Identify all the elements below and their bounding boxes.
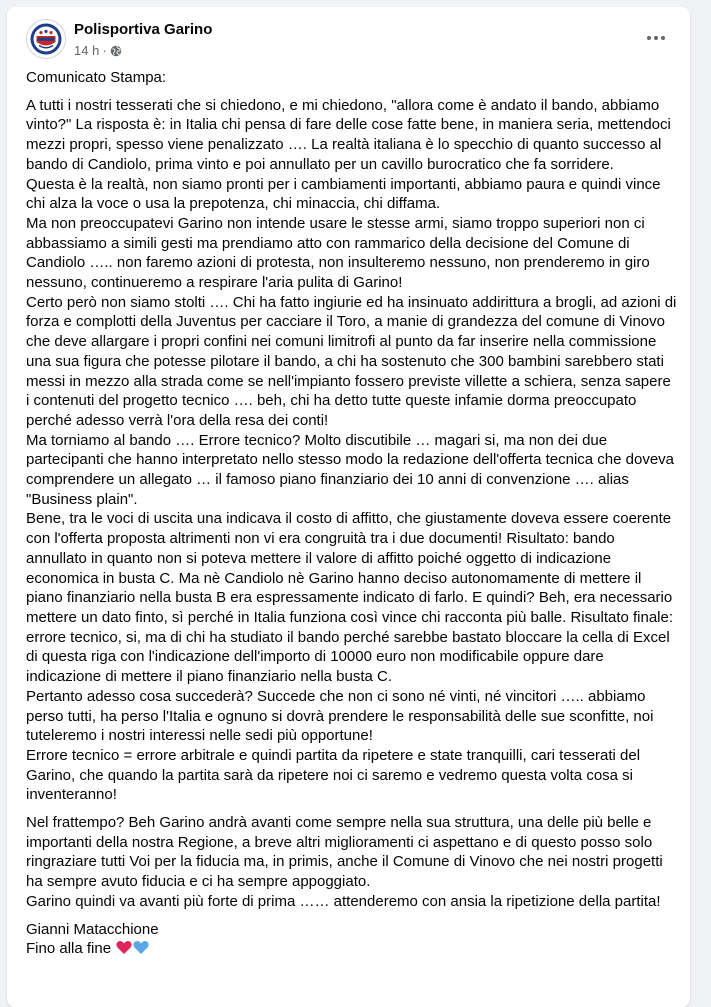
meta-separator: · <box>102 42 107 58</box>
page-avatar[interactable] <box>26 19 66 59</box>
globe-icon[interactable] <box>110 45 122 57</box>
blue-heart-icon <box>133 940 149 955</box>
post-paragraph-main: A tutti i nostri tesserati che si chiedono, e mi chiedono, "allora come è andato il bando, abbiamo vinto?" La risposta è: in Italia chi pensa di fare delle cose fatte bene, in maniera seria, mettendoci mezzi propri, spesso viene penalizzato …. La realtà italiana è lo specchio di quanto successo al bando di Candiolo, prima vinto e poi annullato per un cavillo burocratico che fa sorridere. Questa è la realtà, non siamo pronti per i cambiamenti importanti, abbiamo paura e quindi vince chi alza la voce o usa la prepotenza, chi minaccia, chi diffama. Ma non preoccupatevi Garino non intende usare le stesse armi, siamo troppo superiori non ci abbassiamo a simili gesti ma prendiamo atto con rammarico della decisione del Comune di Candiolo ….. non faremo azioni di protesta, non insulteremo nessuno, non prenderemo in giro nessuno, continueremo a respirare l'aria pulita di Garino! Certo però non siamo stolti …. Chi ha fatto ingiurie ed ha insinuato addirittura a brogli, ad azioni di forza e complotti della Juventus per cacciare il Toro, a manie di grandezza del comune di Vinovo che deve allargare i propri confini nei comuni limitrofi al punto da far inserire nella commissione una sua figura che potesse pilotare il bando, a chi ha sostenuto che 300 bambini sarebbero stati messi in mezzo alla strada come se nell'impianto fossero previste villette a schiera, senza sapere i contenuti del progetto tecnico …. beh, chi ha detto tutte queste infamie dorma preoccupato perché adesso verrà l'ora della resa dei conti! Ma torniamo al bando …. Errore tecnico? Molto discutibile … magari si, ma non dei due partecipanti che hanno interpretato nello stesso modo la redazione dell'offerta tecnica che doveva comprendere un allegato … il famoso piano finanziario dei 10 anni di convenzione …. alias "Business plain". Bene, tra le voci di uscita una indicava il costo di affitto, che giustamente doveva essere coerente con l'offerta proposta altrimenti non vi era congruità tra i due documenti! Risultato: bando annullato in quanto non si poteva mettere il valore di affitto poiché oggetto di indicazione economica in busta C. Ma nè Candiolo nè Garino hanno deciso autonomamente di mettere il piano finanziario nella busta B era espressamente indicato di farlo. E quindi? Beh, era necessario mettere un dato finto, sì perché in Italia funziona così vince chi racconta più balle. Risultato finale: errore tecnico, si, ma di chi ha studiato il bando perché sarebbe bastato bloccare la cella di Excel di questa riga con l'indicazione dell'importo di 10000 euro non modificabile oppure dare indicazione di mettere il piano finanziario nella busta C. Pertanto adesso cosa succederà? Succede che non ci sono né vinti, né vincitori ….. abbiamo perso tutti, ha perso l'Italia e ognuno si dovrà prendere le responsabilità delle sue sconfitte, noi tuteleremo i nostri interessi nelle sedi più opportune! Errore tecnico = errore arbitrale e quindi partita da ripetere e state tranquilli, cari tesserati del Garino, che quando la partita sarà da ripetere noi ci saremo e vedremo questa volta cosa si inventeranno! <box>26 96 677 804</box>
post-paragraph-closing: Nel frattempo? Beh Garino andrà avanti come sempre nella sua struttura, una delle più belle e importanti della nostra Regione, a breve altri miglioramenti ci aspettano e di questo posso solo ringraziare tutti Voi per la fiducia ma, in primis, anche il Comune di Vinovo che nei nostri progetti ha sempre avuto fiducia e ci ha sempre appoggiato. Garino quindi va avanti più forte di prima …… attenderemo con ansia la ripetizione della partita! <box>26 814 663 910</box>
sign-off-text: Fino alla fine <box>26 940 112 958</box>
page-name-link[interactable]: Polisportiva Garino <box>74 21 213 38</box>
post-header <box>26 18 690 62</box>
post-body <box>26 68 678 959</box>
club-logo-icon <box>27 20 65 58</box>
post-signature <box>26 920 678 959</box>
more-options-icon[interactable] <box>644 26 668 50</box>
red-heart-icon <box>116 940 132 955</box>
post-card <box>7 7 690 1007</box>
signature-name: Gianni Matacchione <box>26 920 159 938</box>
post-meta <box>74 41 122 59</box>
post-paragraph-intro: Comunicato Stampa: <box>26 69 167 86</box>
post-timestamp[interactable]: 14 h <box>74 42 100 58</box>
